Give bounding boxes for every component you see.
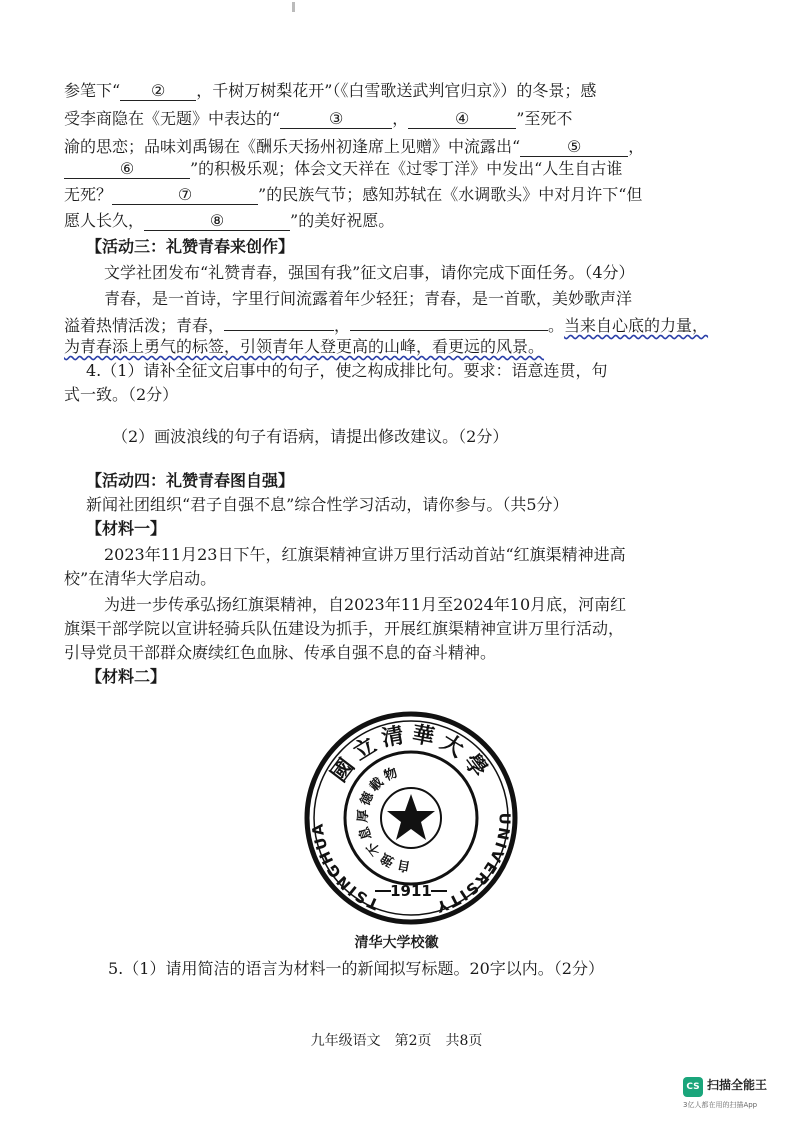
camscanner-icon: CS — [683, 1077, 703, 1097]
blank-number: ⑥ — [119, 159, 135, 178]
scan-mark — [292, 2, 295, 12]
material-1-p2a: 为进一步传承弘扬红旗渠精神，自2023年11月至2024年10月底，河南红 — [104, 595, 627, 614]
emblem-caption: 清华大学校徽 — [354, 935, 439, 951]
text: ，千树万树梨花开”（《白雪歌送武判官归京》）的冬景；感 — [196, 81, 597, 100]
poem-line-6 — [64, 210, 744, 232]
answer-blank-7[interactable] — [112, 186, 258, 205]
question-5-1: 5.（1）请用简洁的语言为材料一的新闻拟写标题。20字以内。（2分） — [108, 959, 604, 978]
essay-blank-1[interactable] — [224, 312, 334, 331]
blank-number: ② — [151, 81, 166, 100]
essay-line-1: 青春，是一首诗，字里行间流露着年少轻狂；青春，是一首歌，美妙歌声洋 — [104, 289, 633, 308]
essay-line-2 — [64, 312, 744, 337]
text: 。 — [548, 316, 565, 335]
blank-number: ④ — [455, 109, 470, 128]
text: ”的美好祝愿。 — [290, 211, 395, 230]
text: 无死？ — [64, 185, 113, 204]
text: 参笔下“ — [64, 81, 121, 100]
emblem-left-text: TSINGHUA — [308, 820, 382, 914]
essay-line-3 — [64, 336, 744, 358]
text: ”的积极乐观；体会文天祥在《过零丁洋》中发出“人生自古谁 — [190, 159, 623, 178]
answer-blank-3[interactable] — [280, 110, 392, 129]
answer-blank-5[interactable] — [520, 138, 628, 157]
material-1-p2c: 引导党员干部群众赓续红色血脉、传承自强不息的奋斗精神。 — [64, 643, 497, 662]
activity4-heading: 【活动四：礼赞青春图自强】 — [86, 471, 295, 490]
text: 溢着热情活泼；青春， — [64, 316, 225, 335]
material-1-p1a: 2023年11月23日下午，红旗渠精神宣讲万里行活动首站“红旗渠精神进高 — [104, 545, 626, 564]
text: ， — [392, 109, 409, 128]
blank-number: ⑦ — [177, 185, 193, 204]
material-2-heading: 【材料二】 — [86, 667, 167, 686]
question-4-1: 4.（1）请补全征文启事中的句子，使之构成排比句。要求：语意连贯，句 — [86, 361, 608, 380]
page-footer — [0, 1030, 793, 1050]
footer-subject: 九年级语文 — [310, 1033, 381, 1049]
activity4-intro: 新闻社团组织“君子自强不息”综合性学习活动，请你参与。（共5分） — [86, 495, 569, 514]
poem-line-2 — [64, 108, 744, 130]
wavy-sentence-part-1: 当来自心底的力量， — [564, 316, 709, 335]
question-4-1-cont: 式一致。（2分） — [64, 385, 179, 404]
material-1-p2b: 旗渠干部学院以宣讲轻骑兵队伍建设为抓手，开展红旗渠精神宣讲万里行活动， — [64, 619, 625, 638]
poem-line-4 — [64, 158, 744, 180]
blank-number: ③ — [329, 109, 344, 128]
blank-number: ⑤ — [567, 137, 582, 156]
poem-line-1 — [64, 80, 744, 102]
scanner-name: 扫描全能王 — [707, 1078, 768, 1092]
star-icon — [387, 794, 435, 840]
scanner-watermark — [683, 1074, 793, 1114]
emblem-top-text: 國立清華大學 — [325, 721, 497, 787]
text: ”至死不 — [516, 109, 573, 128]
answer-blank-8[interactable] — [144, 212, 290, 231]
text: 渝的思恋；品味刘禹锡在《酬乐天扬州初逢席上见赠》中流露出“ — [64, 137, 521, 156]
poem-line-5 — [64, 184, 744, 206]
scanner-tagline: 3亿人都在用的扫描App — [683, 1101, 758, 1109]
text: 受李商隐在《无题》中表达的“ — [64, 109, 281, 128]
text: ”的民族气节；感知苏轼在《水调歌头》中对月许下“但 — [258, 185, 643, 204]
footer-total: 共8页 — [445, 1033, 483, 1049]
activity3-heading: 【活动三：礼赞青春来创作】 — [86, 237, 295, 256]
question-4-2: （2）画波浪线的句子有语病，请提出修改建议。（2分） — [112, 427, 509, 446]
emblem-inner-text: 自強不息厚德載物 — [355, 764, 412, 874]
footer-page: 第2页 — [394, 1033, 432, 1049]
text: 愿人长久， — [64, 211, 145, 230]
tsinghua-emblem — [303, 710, 519, 926]
answer-blank-6[interactable] — [64, 160, 190, 179]
emblem-right-text: UNIVERSITY — [432, 812, 514, 917]
material-1-p1b: 校”在清华大学启动。 — [64, 569, 217, 588]
material-1-heading: 【材料一】 — [86, 519, 167, 538]
activity3-intro: 文学社团发布“礼赞青春，强国有我”征文启事，请你完成下面任务。（4分） — [104, 263, 635, 282]
blank-number: ⑧ — [209, 211, 225, 230]
text: ， — [334, 316, 351, 335]
text: ， — [628, 137, 645, 156]
wavy-sentence-part-2: 为青春添上勇气的标签，引领青年人登更高的山峰，看更远的风景。 — [64, 337, 545, 356]
poem-line-3 — [64, 136, 744, 158]
essay-blank-2[interactable] — [350, 312, 548, 331]
answer-blank-4[interactable] — [408, 110, 516, 129]
emblem-year: 1911 — [390, 882, 432, 900]
answer-blank-2[interactable] — [120, 82, 196, 101]
